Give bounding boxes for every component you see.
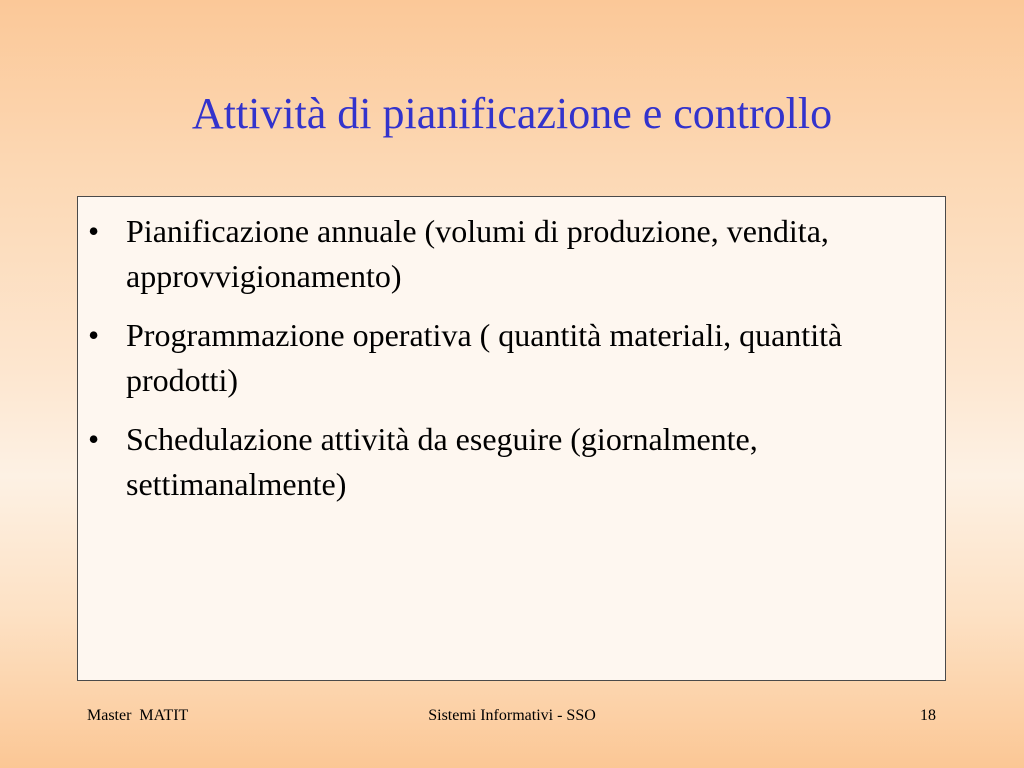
- slide-title: Attività di pianificazione e controllo: [191, 89, 833, 138]
- page-number: 18: [920, 707, 936, 724]
- bullet-icon: •: [88, 213, 100, 249]
- bullet-icon: •: [88, 421, 100, 457]
- footer-left-text: Master MATIT: [87, 707, 189, 724]
- bullet-icon: •: [88, 317, 100, 353]
- bullet-item: [88, 209, 908, 299]
- content-box: [77, 196, 946, 681]
- bullet-item: [88, 313, 908, 403]
- bullet-item: [88, 417, 908, 507]
- bullet-list: [88, 209, 908, 521]
- bullet-text: Programmazione operativa ( quantità materiali, quantità prodotti): [126, 317, 843, 398]
- bullet-text: Schedulazione attività da eseguire (giornalmente, settimanalmente): [126, 421, 758, 502]
- footer-center-text: Sistemi Informativi - SSO: [428, 707, 596, 724]
- bullet-text: Pianificazione annuale (volumi di produzione, vendita, approvvigionamento): [126, 213, 829, 294]
